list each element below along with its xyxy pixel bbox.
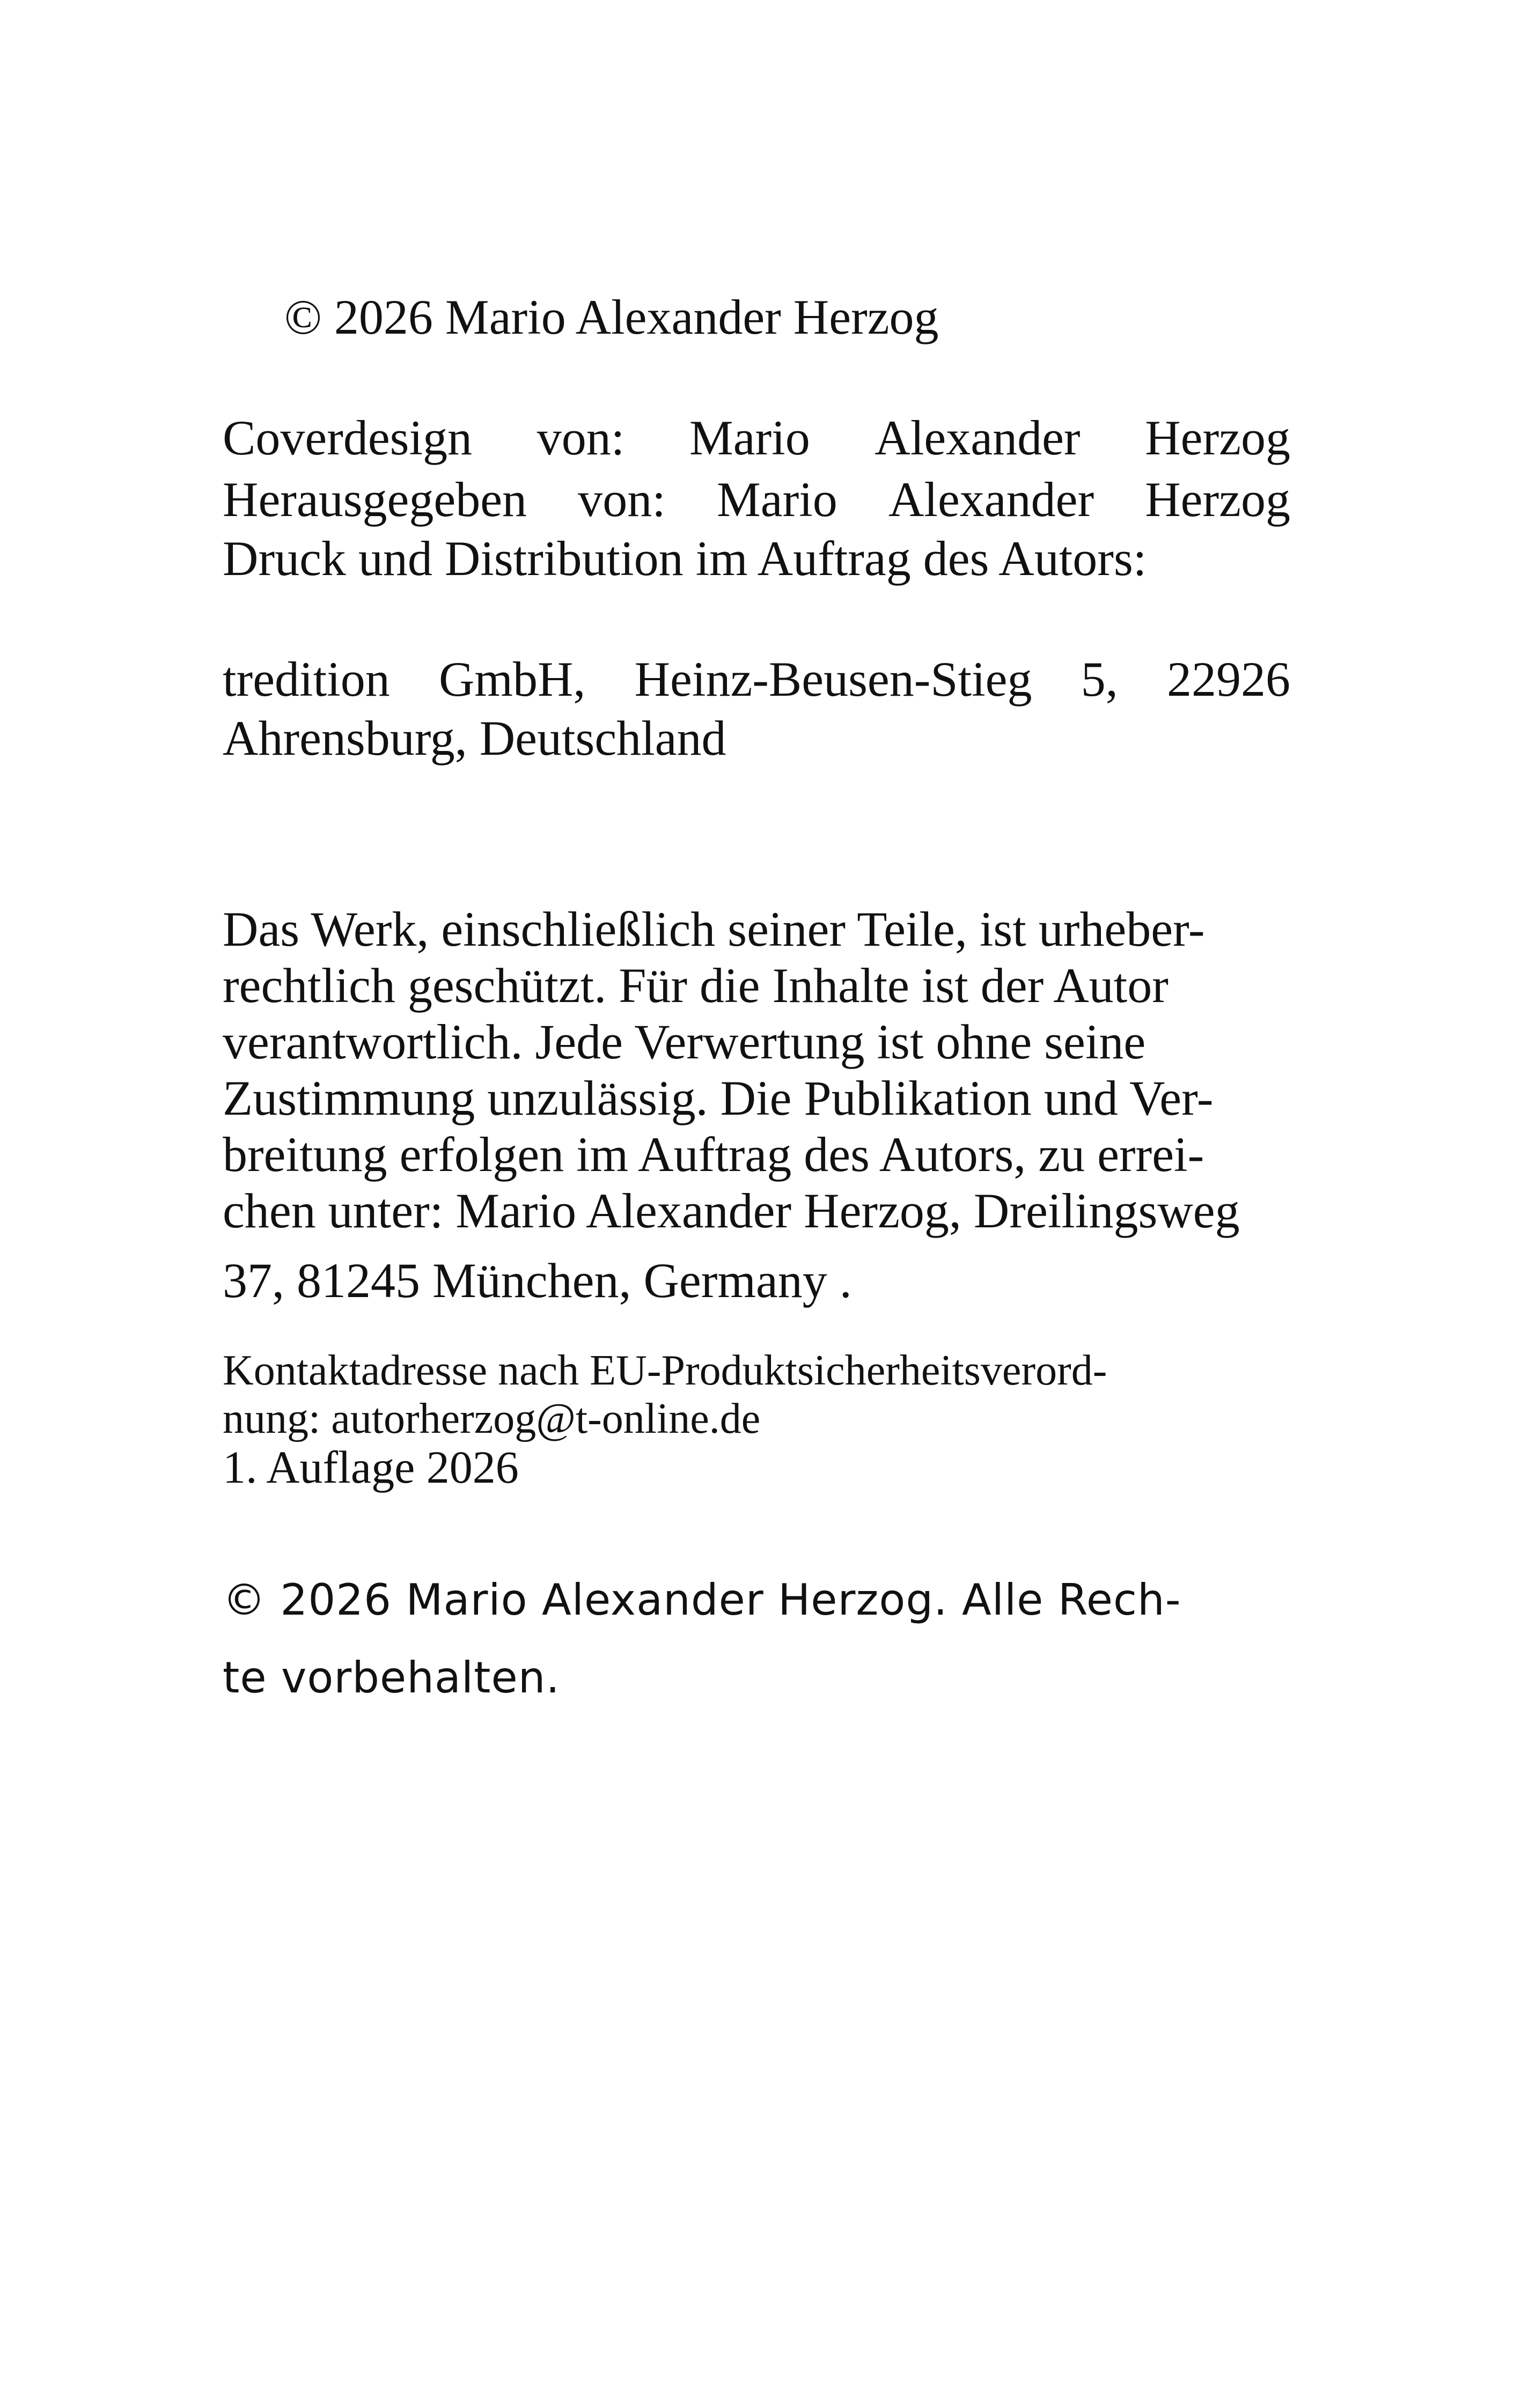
rights-line: © 2026 Mario Alexander Herzog. Alle Rech- — [223, 1575, 1181, 1625]
contact-email-line: nung: autorherzog@t-online.de — [223, 1395, 761, 1442]
legal-line: verantwortlich. Jede Verwertung ist ohne seine — [223, 1014, 1146, 1069]
contact-block — [223, 1346, 1296, 1491]
rights-block — [223, 1561, 1296, 1717]
rights-line: te vorbehalten. — [223, 1653, 560, 1703]
address-word: tredition — [223, 652, 390, 706]
address-word: GmbH, — [438, 652, 586, 706]
address-word: 5, — [1081, 652, 1118, 706]
legal-line: rechtlich geschützt. Für die Inhalte ist der Autor — [223, 958, 1169, 1013]
edition-line: 1. Auflage 2026 — [223, 1441, 519, 1493]
legal-line: 37, 81245 München, Germany . — [223, 1253, 852, 1308]
address-line-2: Ahrensburg, Deutschland — [223, 711, 726, 765]
address-word: Heinz-Beusen-Stieg — [634, 652, 1032, 706]
legal-line: Das Werk, einschließlich seiner Teile, ist urheber- — [223, 902, 1205, 956]
publisher-word: Herzog — [1145, 472, 1290, 527]
contact-line: Kontaktadresse nach EU-Produktsicherheitsverord- — [223, 1347, 1107, 1394]
publisher-word: Mario — [716, 472, 837, 527]
copyright-top: © 2026 Mario Alexander Herzog — [284, 290, 939, 344]
publisher-word: Herausgegeben — [223, 472, 527, 527]
publisher-word: Alexander — [888, 472, 1094, 527]
cover-credit-line — [223, 410, 1290, 465]
cover-word: Herzog — [1145, 410, 1290, 465]
cover-word: Mario — [689, 410, 810, 465]
cover-word: Coverdesign — [223, 410, 473, 465]
cover-word: Alexander — [875, 410, 1081, 465]
publisher-word: von: — [578, 472, 666, 527]
legal-line: Zustimmung unzulässig. Die Publikation und Ver- — [223, 1071, 1214, 1125]
distribution-line: Druck und Distribution im Auftrag des Autors: — [223, 531, 1147, 586]
legal-line: chen unter: Mario Alexander Herzog, Dreilingsweg — [223, 1183, 1240, 1238]
address-word: 22926 — [1166, 652, 1290, 706]
legal-line: breitung erfolgen im Auftrag des Autors, zu errei- — [223, 1127, 1204, 1182]
legal-paragraph — [223, 901, 1296, 1309]
publisher-credit-line — [223, 472, 1290, 527]
address-line-1 — [223, 654, 1290, 704]
cover-word: von: — [537, 410, 625, 465]
